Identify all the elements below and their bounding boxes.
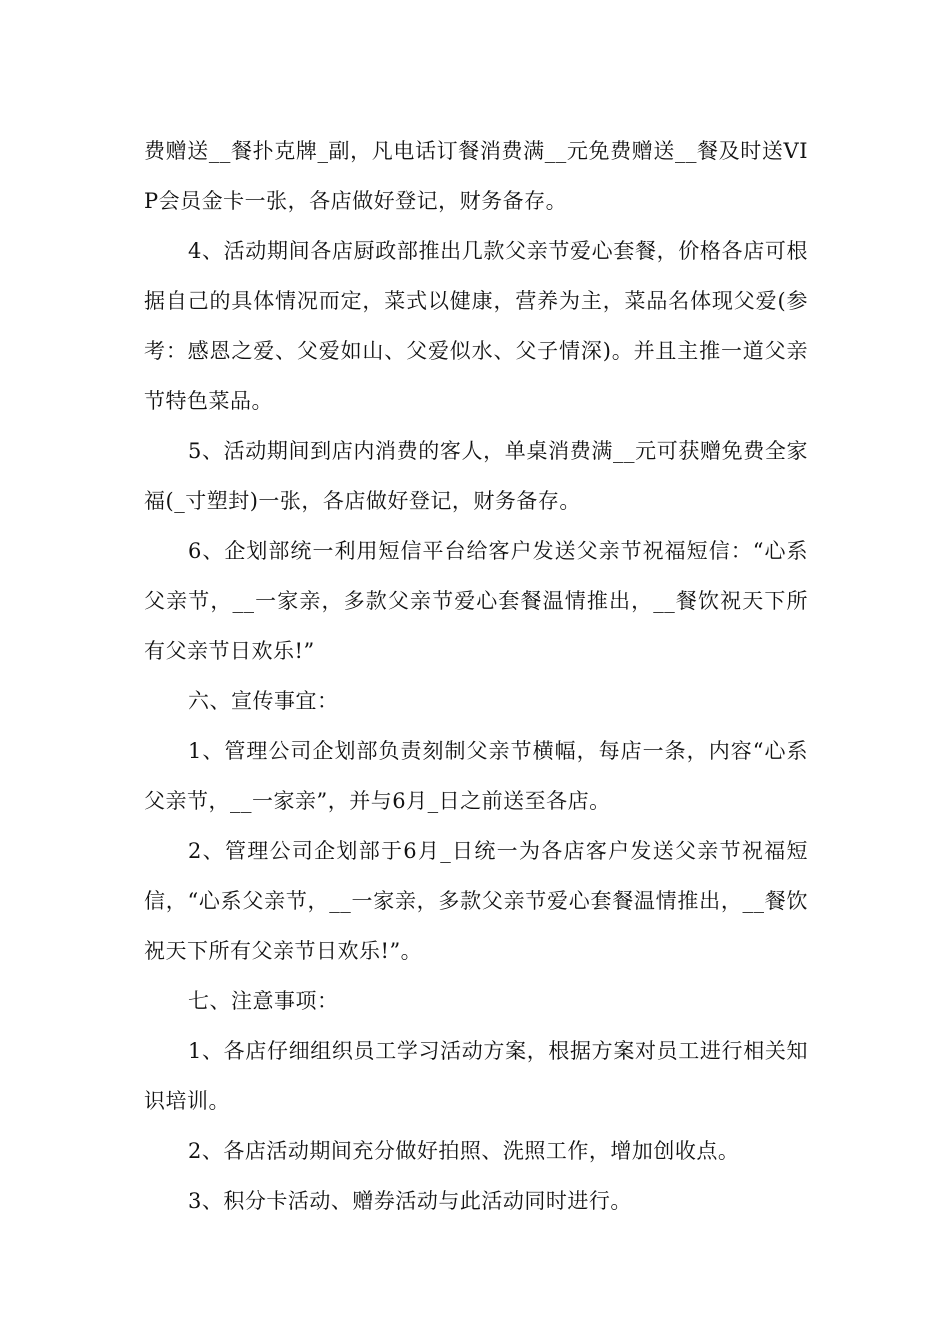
paragraph-notes-1-training: 1、各店仔细组织员工学习活动方案，根据方案对员工进行相关知识培训。 — [144, 1039, 808, 1113]
paragraph-publicity-2-sms: 2、管理公司企划部于6月_日统一为各店客户发送父亲节祝福短信，“心系父亲节，__一家亲，多款父亲节爱心套餐温情推出，__餐饮祝天下所有父亲节日欢乐!”。 — [144, 839, 808, 963]
paragraph-notes-3-concurrent: 3、积分卡活动、赠券活动与此活动同时进行。 — [188, 1189, 632, 1213]
section-heading-publicity: 六、宣传事宜： — [188, 689, 339, 713]
document-body — [144, 126, 808, 1226]
paragraph-continued-gift-offer: 费赠送__餐扑克牌_副，凡电话订餐消费满__元免费赠送__餐及时送VIP会员金卡一张，各店做好登记，财务备存。 — [144, 139, 808, 213]
paragraph-notes-2-photos: 2、各店活动期间充分做好拍照、洗照工作，增加创收点。 — [188, 1139, 740, 1163]
paragraph-item-4-set-meal: 4、活动期间各店厨政部推出几款父亲节爱心套餐，价格各店可根据自己的具体情况而定，菜式以健康，营养为主，菜品名体现父爱(参考：感恩之爱、父爱如山、父爱似水、父子情深)。并且主推一道父亲节特色菜品。 — [144, 239, 808, 413]
paragraph-item-5-family-photo: 5、活动期间到店内消费的客人，单桌消费满__元可获赠免费全家福(_寸塑封)一张，各店做好登记，财务备存。 — [144, 439, 808, 513]
paragraph-item-6-sms: 6、企划部统一利用短信平台给客户发送父亲节祝福短信：“心系父亲节，__一家亲，多款父亲节爱心套餐温情推出，__餐饮祝天下所有父亲节日欢乐!” — [144, 539, 808, 663]
paragraph-publicity-1-banner: 1、管理公司企划部负责刻制父亲节横幅，每店一条，内容“心系父亲节，__一家亲”，并与6月_日之前送至各店。 — [144, 739, 808, 813]
section-heading-notes: 七、注意事项： — [188, 989, 339, 1013]
